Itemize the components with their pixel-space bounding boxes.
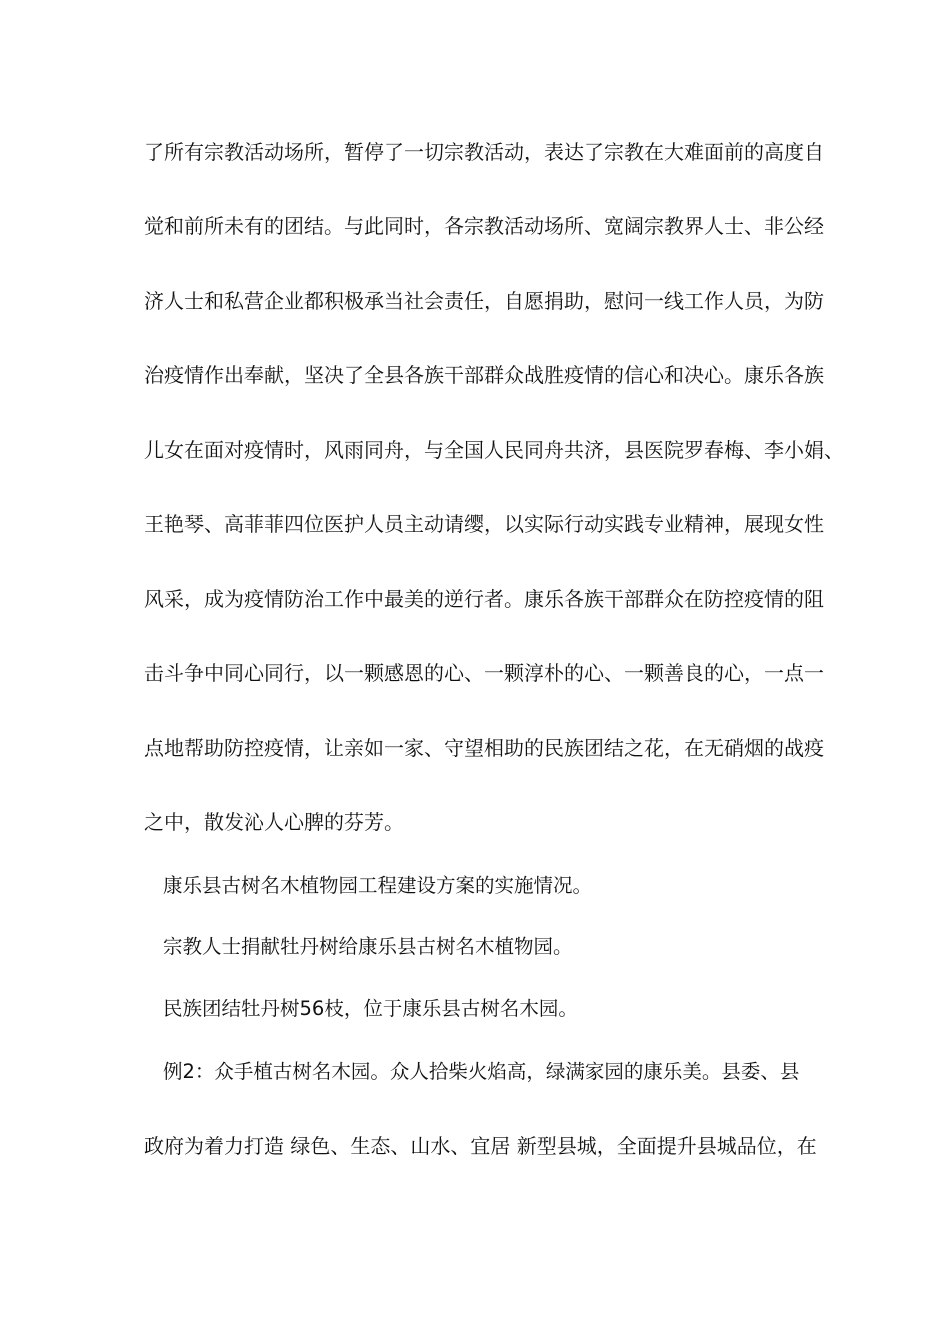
paragraph-line: 济人士和私营企业都积极承当社会责任，自愿捐助，慰问一线工作人员，为防 <box>144 289 824 313</box>
paragraph-line: 了所有宗教活动场所，暂停了一切宗教活动，表达了宗教在大难面前的高度自 <box>144 140 824 164</box>
caption-line: 宗教人士捐献牡丹树给康乐县古树名木植物园。 <box>163 935 573 958</box>
paragraph-line: 例2：众手植古树名木园。众人拾柴火焰高，绿满家园的康乐美。县委、县 <box>163 1060 800 1083</box>
paragraph-line: 之中，散发沁人心脾的芬芳。 <box>144 810 404 834</box>
paragraph-line: 治疫情作出奉献，坚决了全县各族干部群众战胜疫情的信心和决心。康乐各族 <box>144 363 824 387</box>
paragraph-line: 击斗争中同心同行，以一颗感恩的心、一颗淳朴的心、一颗善良的心，一点一 <box>144 661 824 685</box>
paragraph-line: 王艳琴、高菲菲四位医护人员主动请缨，以实际行动实践专业精神，展现女性 <box>144 512 824 536</box>
paragraph-line: 政府为着力打造 绿色、生态、山水、宜居 新型县城，全面提升县城品位，在 <box>144 1134 817 1158</box>
paragraph-line: 点地帮助防控疫情，让亲如一家、守望相助的民族团结之花，在无硝烟的战疫 <box>144 736 824 760</box>
paragraph-line: 儿女在面对疫情时，风雨同舟，与全国人民同舟共济，县医院罗春梅、李小娟、 <box>144 438 844 462</box>
caption-line: 康乐县古树名木植物园工程建设方案的实施情况。 <box>163 874 593 897</box>
paragraph-line: 风采，成为疫情防治工作中最美的逆行者。康乐各族干部群众在防控疫情的阻 <box>144 587 824 611</box>
caption-line: 民族团结牡丹树56枝，位于康乐县古树名木园。 <box>163 997 578 1020</box>
paragraph-line: 觉和前所未有的团结。与此同时，各宗教活动场所、宽阔宗教界人士、非公经 <box>144 214 824 238</box>
